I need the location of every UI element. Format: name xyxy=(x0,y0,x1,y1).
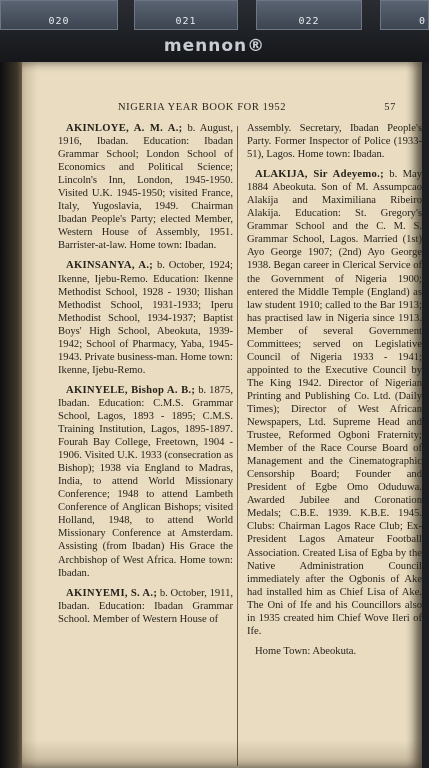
swatch-label-4: 0 xyxy=(418,16,426,27)
color-swatch-2 xyxy=(134,0,238,30)
entry-text: b. October, 1911, Ibadan. Education: Ibadan Grammar School. Member of Western House of xyxy=(58,587,234,625)
biography-entry xyxy=(247,168,422,638)
biography-entry xyxy=(58,259,233,376)
color-swatch-1 xyxy=(0,0,118,30)
entry-text: Assembly. Secretary, Ibadan People's Party. Former Inspector of Police (1933-51), Lagos. Home town: Ibadan. xyxy=(247,123,422,161)
entry-name: AKINLOYE, A. M. A.; xyxy=(66,123,183,134)
entry-name: AKINYELE, Bishop A. B.; xyxy=(66,384,196,396)
swatch-label-2: 021 xyxy=(175,16,197,27)
column-divider xyxy=(237,126,238,766)
entry-text: b. October, 1924; Ikenne, Ijebu-Remo. Education: Ikenne Methodist School, 1928 - 1930; Ilishan Methodist School, 1931-1933; Iperu Methodist School, 1934-1937; Baptist Boys' High School, Abeokuta, 1939-1942; School of Pharmacy, Yaba, 1945-1943. Private business-man. Home town: Ikenne, Ijebu-Remo. xyxy=(58,260,233,376)
swatch-label-3: 022 xyxy=(298,16,320,27)
book-spine-shadow xyxy=(0,62,24,768)
running-header xyxy=(86,102,396,116)
biography-entry xyxy=(58,384,233,580)
entry-text: b. 1875, Ibadan. Education: C.M.S. Grammar School, Lagos, 1893 - 1895; C.M.S. Training Institution, Lagos, 1895-1897. Fourah Bay College, Freetown, 1904 - 1906. Visited U.K. 1933 (consecration as Bishop); 1938 via England to Madras, India, to attend World Missionary Conference; 1948 to attend Lambeth Conference of Anglican Bishops; visited Holland, 1948, to attend World Missionary Conference at Amsterdam. Assisting (from Ibadan) His Grace the Archbishop of West Africa. Home town: Ibadan. xyxy=(58,384,233,579)
color-swatch-3 xyxy=(256,0,362,30)
page-number: 57 xyxy=(384,102,396,113)
entry-name: ALAKIJA, Sir Adeyemo.; xyxy=(255,169,384,181)
entry-text: Home Town: Abeokuta. xyxy=(255,645,357,657)
page-bottom-shadow xyxy=(22,740,422,768)
book-page xyxy=(22,62,422,768)
scanner-brand-logo: mennon® xyxy=(163,36,266,56)
biography-entry-continued xyxy=(247,122,422,161)
biography-entry xyxy=(58,587,233,626)
left-column xyxy=(58,122,233,633)
swatch-label-1: 020 xyxy=(48,16,70,27)
right-column xyxy=(247,122,422,665)
entry-text: b. August, 1916, Ibadan. Education: Ibadan Grammar School; London School of Economics and Political Science; Lincoln's Inn, London, 1945-1950. Visited U.K. 1945-1950; visited France, Italy, Yugoslavia, 1949. Chairman Ibadan People's Party; elected Member, Western House of Assembly, 1951. Barrister-at-law. Home town: Ibadan. xyxy=(58,123,233,252)
biography-entry-hometown xyxy=(247,645,422,658)
running-header-title: NIGERIA YEAR BOOK FOR 1952 xyxy=(118,102,287,113)
entry-name: AKINSANYA, A.; xyxy=(66,260,154,272)
color-swatch-4 xyxy=(380,0,429,30)
scanner-top-bar xyxy=(0,0,429,62)
biography-entry xyxy=(58,122,233,252)
entry-text: b. May 1884 Abeokuta. Son of M. Assumpcao Alakija and Maximiliana Ribeiro Alakija. Education: St. Gregory's Grammar School and the C. M. S. Grammar School, Lagos. Married (1st) Ayo George 1907; (2nd) Ayo George 1938. Began career in Clerical Service of the Government of Nigeria 1900; entered the Middle Temple (England) as law student 1910; called to the Bar 1913; has practised law in Nigeria since 1913. Member of several Government Committees; served on Legislative Council of Nigeria 1933 - 1941; appointed to the Executive Council by The King 1942. Director of Nigerian Printing and Publishing Co. Ltd. (Daily Times); Director of West African Newspapers, Ltd. Supreme Head and Trustee, Reformed Ogboni Fraternity; Member of the Race Course Board of Management and the Cinematographic Censorship Board; Founder and President of Egbe Omo Oduduwa. Awarded Jubilee and Coronation Medals; C.B.E. 1939. K.B.E. 1945. Clubs: Chairman Lagos Race Club; Ex-President Lagos Amateur Football Association. Created Lisa of Egba by the Native Administration Council immediately after the Ogbonis of Ake had installed him as Chief Lisa of Ake. The Oni of Ife and his Councillors also in 1935 created him Chief Wove Ileri of Ife. xyxy=(247,169,423,637)
entry-name: AKINYEMI, S. A.; xyxy=(66,587,158,599)
